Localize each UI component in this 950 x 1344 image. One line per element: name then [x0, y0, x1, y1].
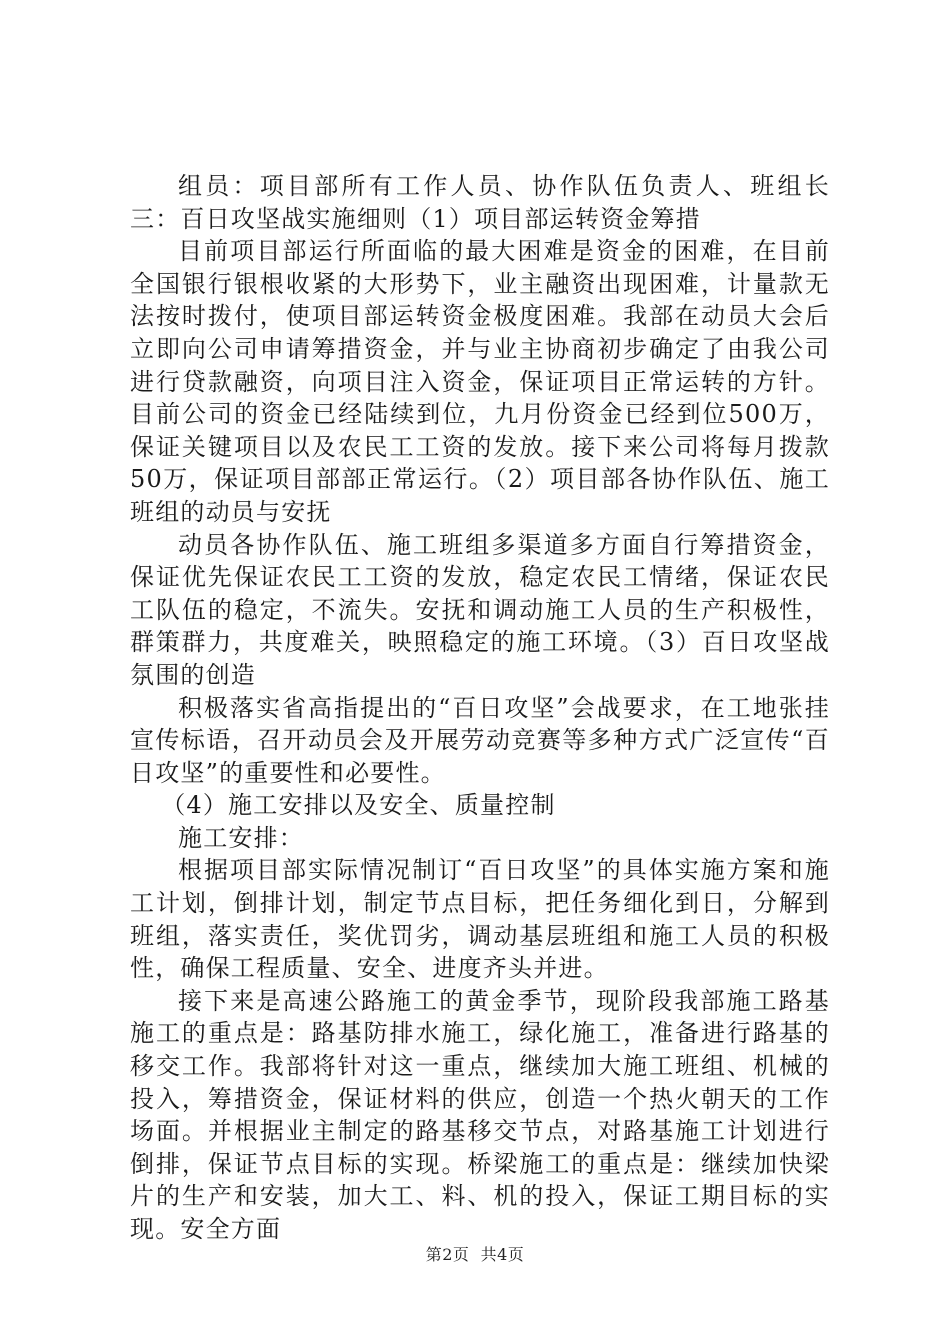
paragraph-team-members: 组员：项目部所有工作人员、协作队伍负责人、班组长三：百日攻坚战实施细则（1）项目部运转资金筹措: [130, 172, 830, 233]
section-heading-construction: （4）施工安排以及安全、质量控制: [161, 791, 556, 820]
paragraph-atmosphere: 积极落实省高指提出的“百日攻坚”会战要求，在工地张挂宣传标语，召开动员会及开展劳动竞赛等多种方式广泛宣传“百日攻坚”的重要性和必要性。: [130, 693, 830, 787]
paragraph-funding: 目前项目部运行所面临的最大困难是资金的困难，在目前全国银行银根收紧的大形势下，业主融资出现困难，计量款无法按时拨付，使项目部运转资金极度困难。我部在动员大会后立即向公司申请筹措资金，并与业主协商初步确定了由我公司进行贷款融资，向项目注入资金，保证项目正常运转的方针。目前公司的资金已经陆续到位，九月份资金已经到位500万，保证关键项目以及农民工工资的发放。接下来公司将每月拨款50万，保证项目部部正常运行。（2）项目部各协作队伍、施工班组的动员与安抚: [130, 237, 830, 526]
page-number: 第2页 共4页: [425, 1245, 525, 1264]
document-body: [130, 170, 830, 1246]
page-footer: [0, 1242, 950, 1265]
paragraph-mobilization: 动员各协作队伍、施工班组多渠道多方面自行筹措资金，保证优先保证农民工工资的发放，稳定农民工情绪，保证农民工队伍的稳定，不流失。安抚和调动施工人员的生产积极性，群策群力，共度难关，映照稳定的施工环境。（3）百日攻坚战氛围的创造: [130, 530, 830, 689]
subheading-construction-arrangement: 施工安排：: [178, 823, 304, 852]
paragraph-plan: 根据项目部实际情况制订“百日攻坚”的具体实施方案和施工计划，倒排计划，制定节点目标，把任务细化到日，分解到班组，落实责任，奖优罚劣，调动基层班组和施工人员的积极性，确保工程质量、安全、进度齐头并进。: [130, 856, 830, 983]
paragraph-key-works: 接下来是高速公路施工的黄金季节，现阶段我部施工路基施工的重点是：路基防排水施工，绿化施工，准备进行路基的移交工作。我部将针对这一重点，继续加大施工班组、机械的投入，筹措资金，保证材料的供应，创造一个热火朝天的工作场面。并根据业主制定的路基移交节点，对路基施工计划进行倒排，保证节点目标的实现。桥梁施工的重点是：继续加快梁片的生产和安装，加大工、料、机的投入，保证工期目标的实现。安全方面: [130, 986, 830, 1243]
